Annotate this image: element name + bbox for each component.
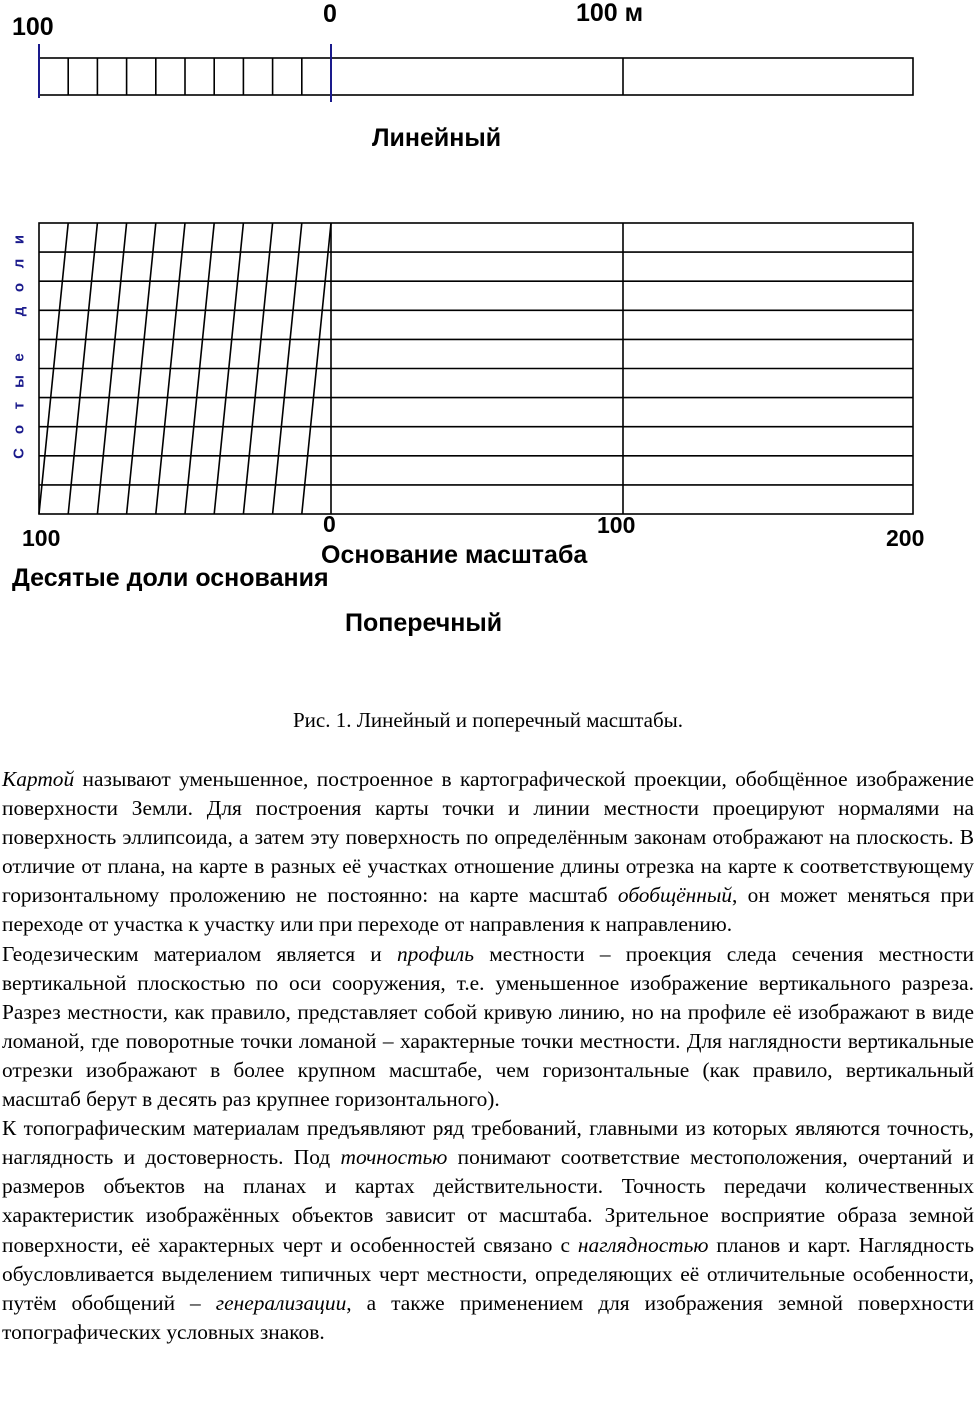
body-text — [2, 765, 974, 1347]
paragraph — [2, 765, 974, 940]
vertical-label-char: д — [10, 306, 28, 317]
vertical-label-char: ы — [10, 375, 28, 388]
transverse-label-200: 200 — [886, 525, 925, 551]
figure-caption: Рис. 1. Линейный и поперечный масштабы. — [292, 708, 684, 732]
vertical-label-char: т — [10, 401, 28, 410]
linear-label-zero: 0 — [323, 0, 337, 28]
linear-scale-outline — [39, 58, 913, 95]
text-run: , а также применением для изображения земной поверхности топографических условных знаков. — [2, 1290, 974, 1344]
tenths-of-base-label: Десятые доли основания — [12, 564, 329, 592]
paragraph — [2, 940, 974, 1115]
italic-term: точностью — [340, 1145, 448, 1170]
transverse-label-zero: 0 — [323, 511, 336, 537]
linear-label-left: 100 — [12, 13, 54, 41]
vertical-label-char: л — [10, 258, 28, 269]
italic-term: генерализации — [215, 1290, 347, 1315]
vertical-label-char: и — [10, 234, 28, 245]
vertical-label-char: о — [10, 424, 28, 435]
linear-scale-bar — [39, 44, 913, 102]
italic-term: профиль — [396, 941, 474, 966]
italic-term: наглядностью — [577, 1232, 709, 1257]
scale-base-label: Основание масштаба — [321, 541, 588, 569]
vertical-label-char: С — [10, 448, 28, 459]
scales-figure — [0, 0, 976, 700]
transverse-label-100: 100 — [597, 512, 636, 538]
linear-label-right: 100 м — [576, 0, 644, 27]
text-run: понимают соответствие местоположения, очертаний и размеров объектов на планах и картах действительности. Точность передачи количественных характеристик изображённых объектов зависит от масштаба. Зрительное восприятие образа земной поверхности, её характерных черт и особенностей связано с — [2, 1145, 975, 1257]
transverse-scale-title: Поперечный — [345, 609, 503, 637]
vertical-label-char: о — [10, 282, 28, 293]
linear-scale-title: Линейный — [372, 124, 502, 152]
text-run: Геодезическим материалом является и — [2, 941, 397, 966]
text-run: называют уменьшенное, построенное в картографической проекции, обобщённое изображение поверхности Земли. Для построения карты точки и линии местности проецируют нормалями на поверхность эллипсоида, а затем эту поверхность по определённым законам отображают на плоскость. В отличие от плана, на карте в разных её участках отношение длины отрезка на карте к соответствующему горизонтальному проложению не постоянно: на карте масштаб — [2, 767, 974, 908]
text-run: местности – проекция следа сечения местности вертикальной плоскостью по оси сооружения, т.е. уменьшенное изображение вертикального разреза. Разрез местности, как правило, представляет собой кривую линию, но на профиле её изображают в виде ломаной, где поворотные точки ломаной – характерные точки местности. Для наглядности вертикальные отрезки изображают в более крупном масштабе, чем горизонтальные (как правило, вертикальный масштаб берут в десять раз крупнее горизонтального). — [2, 941, 974, 1112]
italic-term: Картой — [2, 767, 75, 791]
text-run: , он может меняться при переходе от участка к участку или при переходе от направления к направлению. — [2, 883, 975, 937]
transverse-label-100-left: 100 — [22, 525, 61, 551]
paragraph — [2, 1114, 974, 1347]
italic-term: обобщённый — [617, 883, 733, 908]
transverse-scale-grid — [39, 223, 913, 514]
text-run: планов и карт. Наглядность обусловливается выделением типичных черт местности, определяющих её отличительные особенности, путём обобщений – — [2, 1232, 974, 1315]
vertical-label-char: е — [10, 353, 28, 362]
text-run: К топографическим материалам предъявляют ряд требований, главными из которых являются точность, наглядность и достоверность. Под — [2, 1116, 974, 1170]
